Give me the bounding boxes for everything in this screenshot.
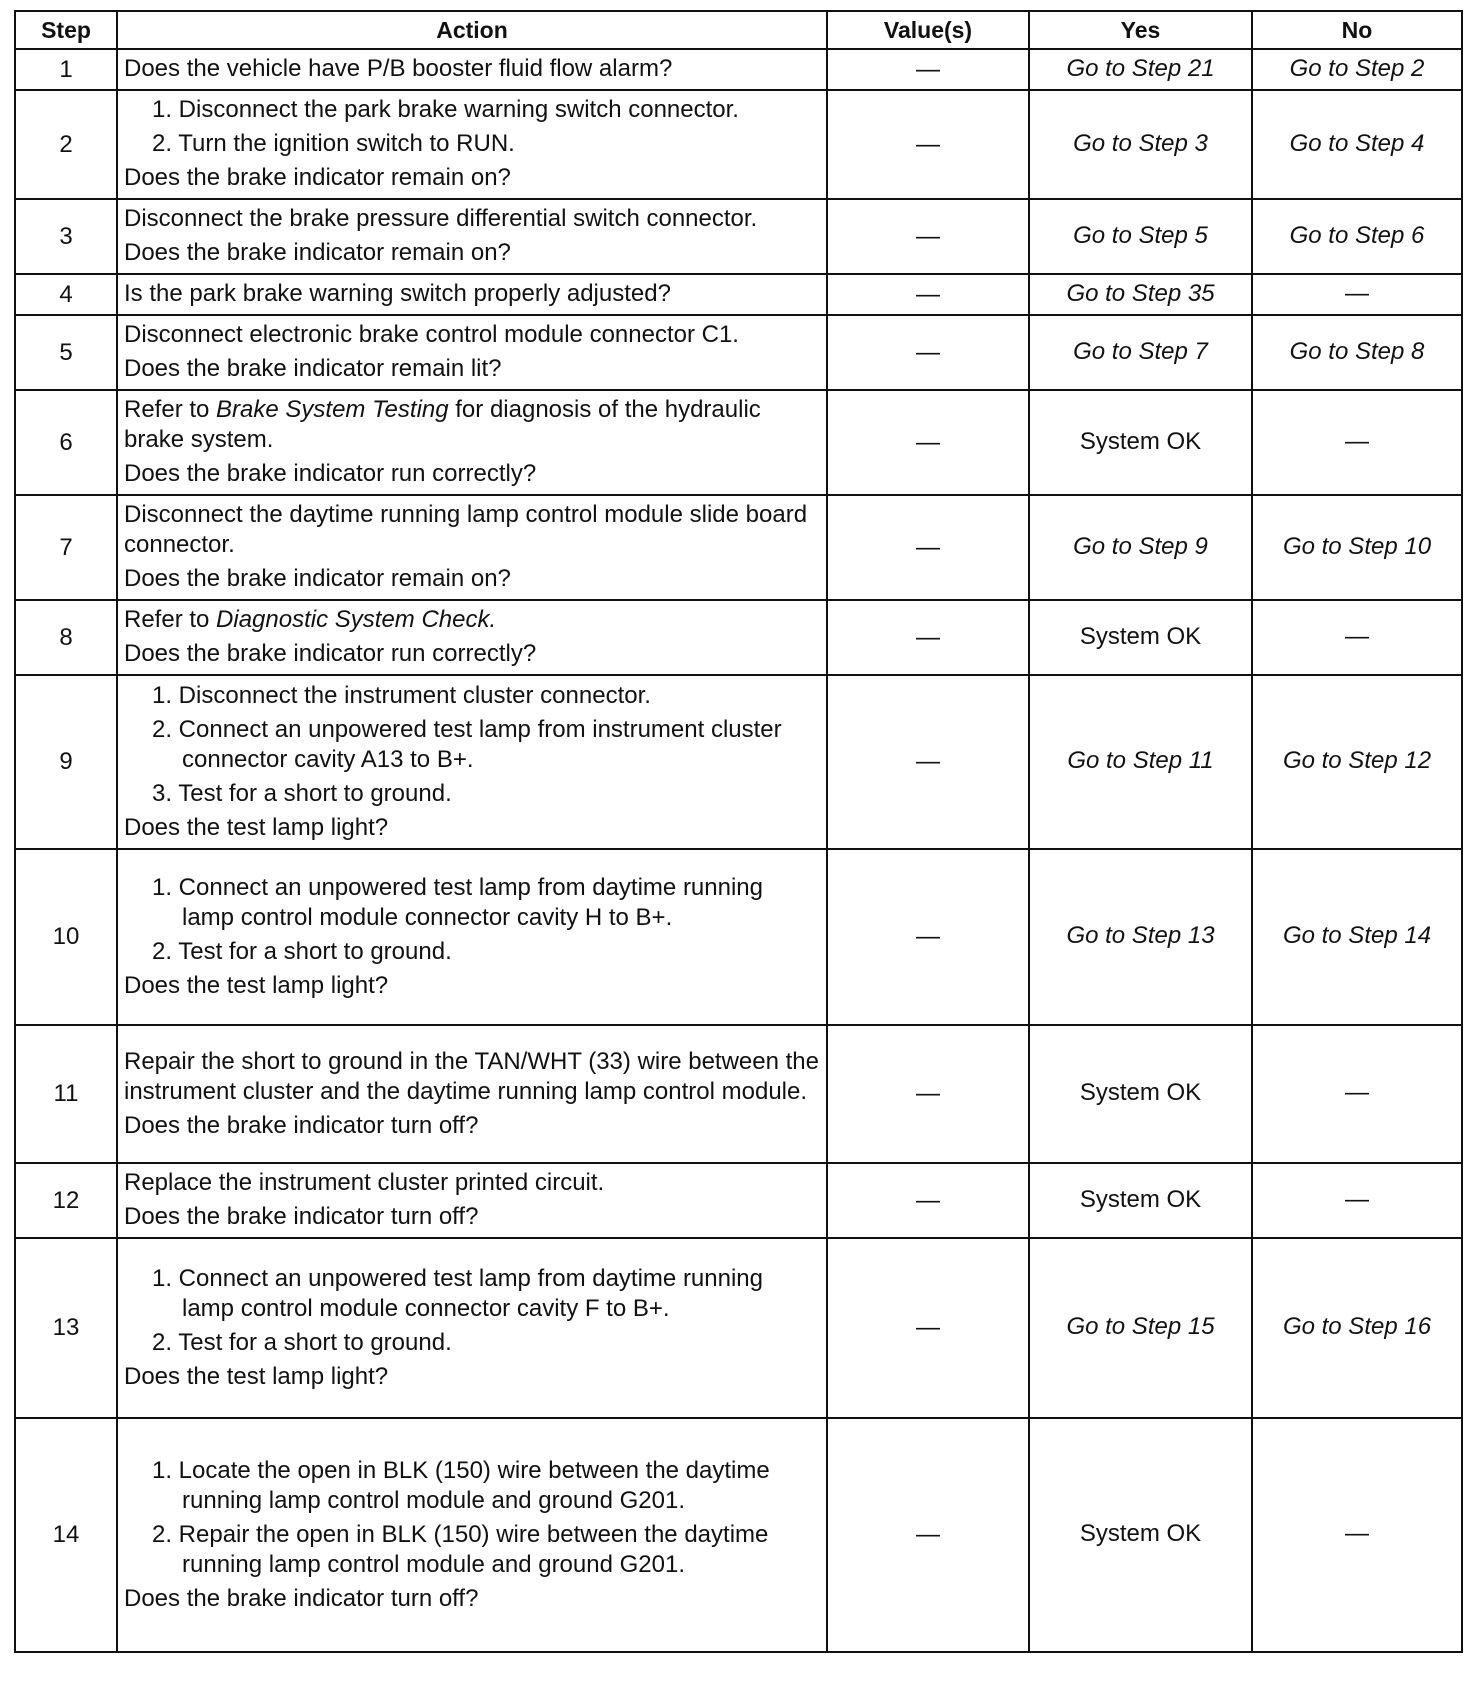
action-cell [117, 1238, 827, 1418]
action-question: Does the brake indicator turn off? [124, 1111, 479, 1139]
table-row [15, 1025, 1462, 1163]
yes-cell: Go to Step 9 [1029, 495, 1252, 600]
action-question: Does the brake indicator run correctly? [124, 460, 537, 487]
action-question: Does the brake indicator turn off? [124, 1584, 479, 1612]
yes-cell: Go to Step 35 [1029, 274, 1252, 315]
table-row [15, 600, 1462, 675]
table-row [15, 675, 1462, 849]
table-row [15, 1163, 1462, 1238]
step-number: 10 [15, 849, 117, 1025]
no-cell: Go to Step 8 [1252, 315, 1462, 390]
step-number: 1 [15, 49, 117, 90]
yes-cell: System OK [1029, 1163, 1252, 1238]
step-number: 12 [15, 1163, 117, 1238]
action-cell [117, 199, 827, 274]
table-row [15, 199, 1462, 274]
action-question: Does the brake indicator turn off? [124, 1203, 479, 1230]
action-text: Replace the instrument cluster printed circuit. [124, 1169, 605, 1196]
header-value: Value(s) [827, 11, 1029, 49]
header-no: No [1252, 11, 1462, 49]
action-cell [117, 849, 827, 1025]
no-cell: — [1252, 274, 1462, 315]
action-cell [117, 49, 827, 90]
yes-cell: Go to Step 3 [1029, 90, 1252, 199]
table-row [15, 90, 1462, 199]
no-cell: — [1252, 1418, 1462, 1652]
action-item: 2. Turn the ignition switch to RUN. [152, 130, 515, 157]
yes-cell: Go to Step 7 [1029, 315, 1252, 390]
header-step: Step [15, 11, 117, 49]
no-cell: — [1252, 390, 1462, 495]
table-row [15, 495, 1462, 600]
action-cell [117, 1418, 827, 1652]
action-question: Does the brake indicator remain on? [124, 239, 511, 266]
action-cell [117, 1163, 827, 1238]
yes-cell: Go to Step 11 [1029, 675, 1252, 849]
value-cell: — [827, 675, 1029, 849]
table-row [15, 315, 1462, 390]
manual-reference: Brake System Testing [216, 396, 449, 423]
table-row [15, 849, 1462, 1025]
action-cell [117, 390, 827, 495]
step-number: 11 [15, 1025, 117, 1163]
table-row [15, 49, 1462, 90]
no-cell: — [1252, 1025, 1462, 1163]
value-cell: — [827, 600, 1029, 675]
action-cell [117, 495, 827, 600]
action-item: 3. Test for a short to ground. [152, 779, 452, 807]
no-cell: Go to Step 6 [1252, 199, 1462, 274]
header-yes: Yes [1029, 11, 1252, 49]
no-cell: Go to Step 12 [1252, 675, 1462, 849]
action-text: Disconnect the brake pressure differential switch connector. [124, 205, 758, 232]
no-cell: Go to Step 4 [1252, 90, 1462, 199]
value-cell: — [827, 1238, 1029, 1418]
step-number: 7 [15, 495, 117, 600]
action-question: Does the brake indicator remain on? [124, 565, 511, 592]
value-cell: — [827, 1163, 1029, 1238]
step-number: 5 [15, 315, 117, 390]
header-action: Action [117, 11, 827, 49]
value-cell: — [827, 495, 1029, 600]
step-number: 8 [15, 600, 117, 675]
step-number: 13 [15, 1238, 117, 1418]
action-cell [117, 315, 827, 390]
no-cell: — [1252, 1163, 1462, 1238]
step-number: 4 [15, 274, 117, 315]
yes-cell: Go to Step 13 [1029, 849, 1252, 1025]
table-header-row [15, 11, 1462, 49]
action-text [124, 603, 820, 637]
action-text-post: for diagnosis of the hydraulic brake system. [124, 396, 761, 453]
step-number: 2 [15, 90, 117, 199]
action-item: 2. Test for a short to ground. [152, 1328, 452, 1356]
action-text-pre: Refer to [124, 606, 217, 633]
yes-cell: System OK [1029, 390, 1252, 495]
action-text [124, 393, 820, 457]
action-cell [117, 90, 827, 199]
action-text-pre: Refer to [124, 396, 217, 423]
yes-cell: System OK [1029, 1418, 1252, 1652]
action-cell [117, 675, 827, 849]
action-text: Repair the short to ground in the TAN/WHT (33) wire between the instrument cluster and the daytime running lamp control module. [124, 1047, 820, 1105]
value-cell: — [827, 1418, 1029, 1652]
value-cell: — [827, 49, 1029, 90]
step-number: 6 [15, 390, 117, 495]
action-question: Does the test lamp light? [124, 971, 389, 999]
action-item: 1. Connect an unpowered test lamp from daytime running lamp control module connector cavity H to B+. [152, 873, 764, 931]
no-cell: Go to Step 10 [1252, 495, 1462, 600]
table-row [15, 1238, 1462, 1418]
action-question: Does the vehicle have P/B booster fluid flow alarm? [124, 55, 673, 82]
no-cell: Go to Step 16 [1252, 1238, 1462, 1418]
table-row [15, 390, 1462, 495]
table-row [15, 1418, 1462, 1652]
step-number: 9 [15, 675, 117, 849]
no-cell: Go to Step 14 [1252, 849, 1462, 1025]
manual-reference: Diagnostic System Check. [216, 606, 497, 633]
action-question: Does the test lamp light? [124, 813, 389, 841]
action-question: Is the park brake warning switch properly adjusted? [124, 280, 671, 307]
yes-cell: Go to Step 15 [1029, 1238, 1252, 1418]
action-item: 2. Repair the open in BLK (150) wire between the daytime running lamp control module and ground G201. [152, 1520, 769, 1578]
value-cell: — [827, 315, 1029, 390]
action-cell [117, 274, 827, 315]
action-item: 1. Disconnect the park brake warning switch connector. [152, 96, 739, 123]
value-cell: — [827, 90, 1029, 199]
value-cell: — [827, 274, 1029, 315]
action-question: Does the brake indicator remain on? [124, 164, 511, 191]
no-cell: — [1252, 600, 1462, 675]
step-number: 14 [15, 1418, 117, 1652]
table-row [15, 274, 1462, 315]
action-question: Does the test lamp light? [124, 1362, 389, 1390]
action-text: Disconnect electronic brake control module connector C1. [124, 321, 739, 348]
value-cell: — [827, 1025, 1029, 1163]
action-question: Does the brake indicator remain lit? [124, 355, 502, 382]
no-cell: Go to Step 2 [1252, 49, 1462, 90]
value-cell: — [827, 849, 1029, 1025]
yes-cell: System OK [1029, 600, 1252, 675]
action-item: 2. Connect an unpowered test lamp from instrument cluster connector cavity A13 to B+. [152, 715, 782, 773]
action-item: 1. Locate the open in BLK (150) wire between the daytime running lamp control module and ground G201. [152, 1456, 770, 1514]
yes-cell: System OK [1029, 1025, 1252, 1163]
value-cell: — [827, 390, 1029, 495]
action-item: 2. Test for a short to ground. [152, 937, 452, 965]
action-cell [117, 1025, 827, 1163]
yes-cell: Go to Step 21 [1029, 49, 1252, 90]
diagnostic-table [14, 10, 1463, 1653]
yes-cell: Go to Step 5 [1029, 199, 1252, 274]
step-number: 3 [15, 199, 117, 274]
action-cell [117, 600, 827, 675]
action-question: Does the brake indicator run correctly? [124, 640, 537, 667]
action-item: 1. Disconnect the instrument cluster connector. [152, 681, 651, 709]
action-item: 1. Connect an unpowered test lamp from daytime running lamp control module connector cavity F to B+. [152, 1264, 764, 1322]
action-text: Disconnect the daytime running lamp control module slide board connector. [124, 501, 808, 558]
value-cell: — [827, 199, 1029, 274]
